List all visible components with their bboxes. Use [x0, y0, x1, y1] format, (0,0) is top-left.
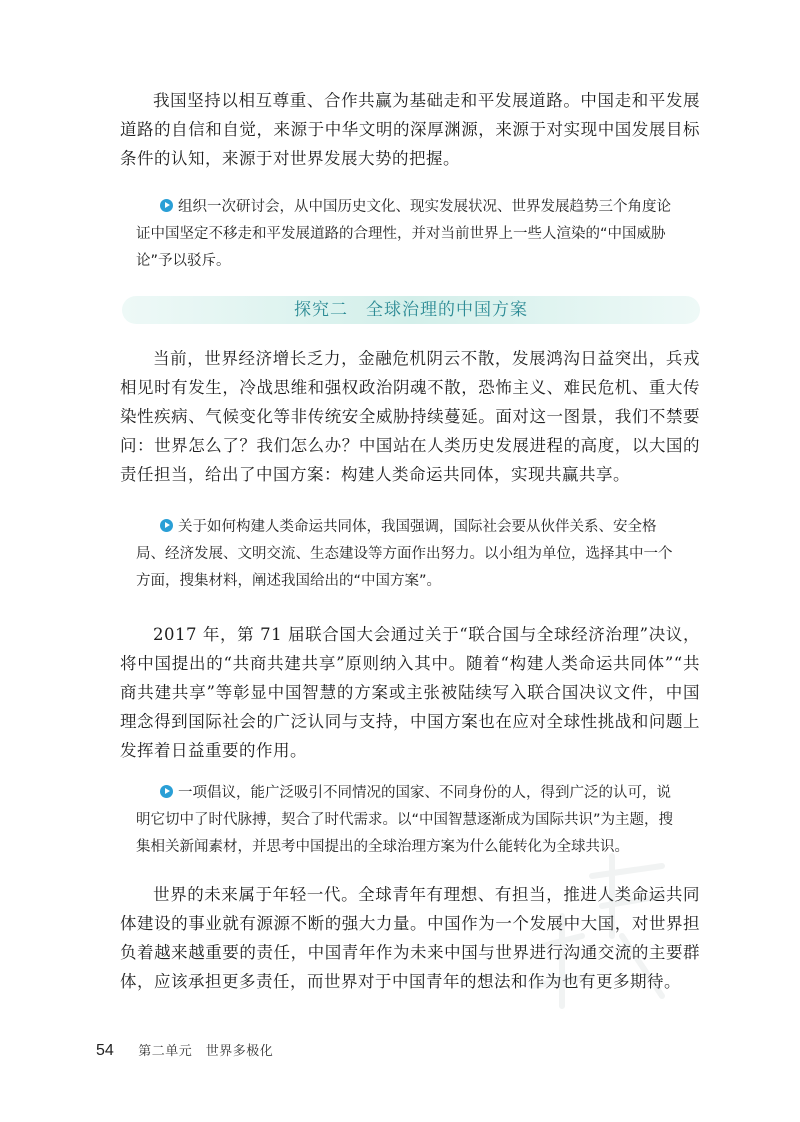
activity-group-research — [136, 514, 684, 595]
section-heading: 全球治理的中国方案 — [366, 300, 528, 320]
activity-seminar — [136, 194, 684, 275]
paragraph-youth: 世界的未来属于年轻一代。全球青年有理想、有担当，推进人类命运共同体建设的事业就有源源不断的强大力量。中国作为一个发展中大国，对世界担负着越来越重要的责任，中国青年作为未来中国与世界进行沟通交流的主要群体，应该承担更多责任，而世界对于中国青年的想法和作为也有更多期待。 — [120, 885, 700, 991]
play-circle-icon — [160, 519, 173, 532]
paragraph-un-resolution: 2017 年，第 71 届联合国大会通过关于“联合国与全球经济治理”决议，将中国提出的“共商共建共享”原则纳入其中。随着“构建人类命运共同体”“共商共建共享”等彰显中国智慧的方案或主张被陆续写入联合国决议文件，中国理念得到国际社会的广泛认同与支持，中国方案也在应对全球性挑战和问题上发挥着日益重要的作用。 — [120, 625, 700, 760]
paragraph-peace-development: 我国坚持以相互尊重、合作共赢为基础走和平发展道路。中国走和平发展道路的自信和自觉，来源于中华文明的深厚渊源，来源于对实现中国发展目标条件的认知，来源于对世界发展大势的把握。 — [120, 91, 700, 168]
activity-consensus-text: 一项倡议，能广泛吸引不同情况的国家、不同身份的人，得到广泛的认可，说明它切中了时代脉搏，契合了时代需求。以“中国智慧逐渐成为国际共识”为主题，搜集相关新闻素材，并思考中国提出的全球治理方案为什么能转化为全球共识。 — [136, 785, 674, 855]
chapter-title: 第二单元 世界多极化 — [138, 1043, 274, 1058]
section-title — [294, 300, 528, 320]
section-header-bar — [122, 296, 700, 324]
section-label: 探究二 — [294, 300, 348, 320]
page-number: 54 — [96, 1042, 114, 1059]
play-circle-icon — [160, 199, 173, 212]
activity-seminar-text: 组织一次研讨会，从中国历史文化、现实发展状况、世界发展趋势三个角度论证中国坚定不移走和平发展道路的合理性，并对当前世界上一些人渲染的“中国威胁论”予以驳斥。 — [136, 199, 671, 269]
play-circle-icon — [160, 785, 173, 798]
paragraph-world-situation: 当前，世界经济增长乏力，金融危机阴云不散，发展鸿沟日益突出，兵戎相见时有发生，冷战思维和强权政治阴魂不散，恐怖主义、难民危机、重大传染性疾病、气候变化等非传统安全威胁持续蔓延。面对这一图景，我们不禁要问：世界怎么了？我们怎么办？中国站在人类历史发展进程的高度，以大国的责任担当，给出了中国方案：构建人类命运共同体，实现共赢共享。 — [120, 349, 700, 484]
page-footer — [96, 1040, 273, 1060]
activity-group-research-text: 关于如何构建人类命运共同体，我国强调，国际社会要从伙伴关系、安全格局、经济发展、文明交流、生态建设等方面作出努力。以小组为单位，选择其中一个方面，搜集材料，阐述我国给出的“中国方案”。 — [136, 519, 673, 589]
activity-consensus — [136, 780, 684, 861]
